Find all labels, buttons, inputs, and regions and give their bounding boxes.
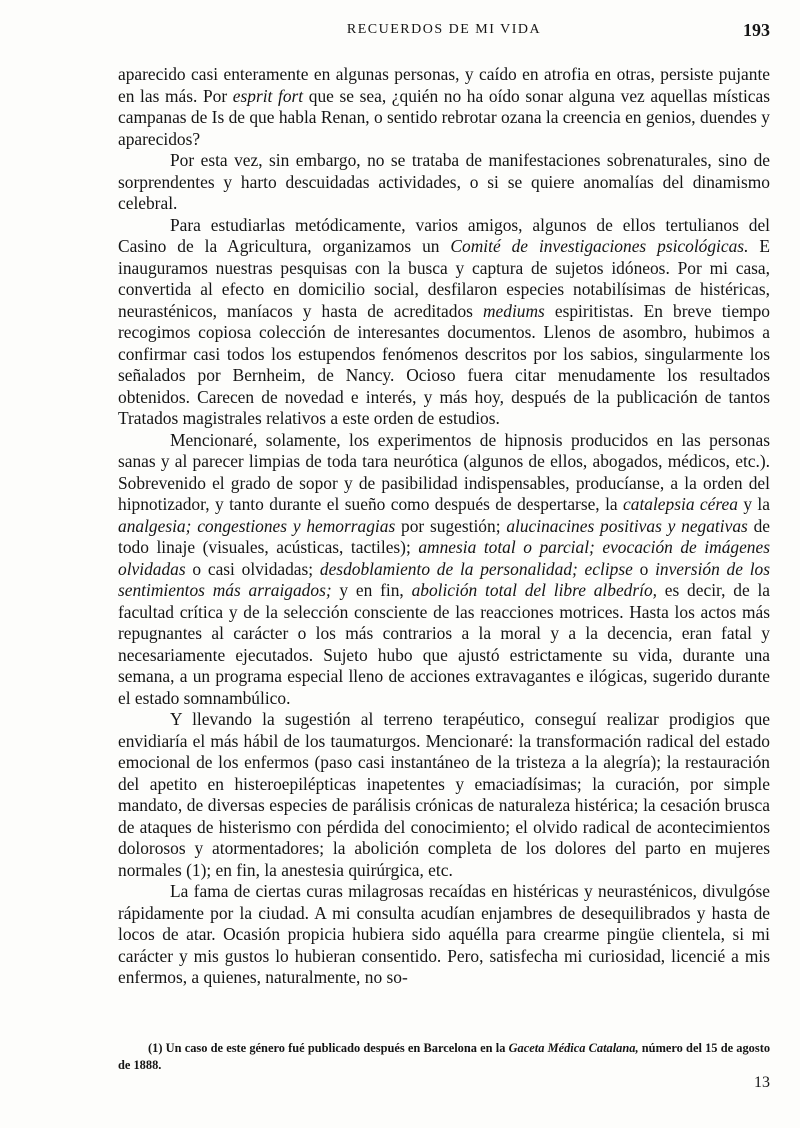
italic-run: inversión de los sentimientos más arraigados;: [118, 558, 771, 600]
italic-run: analgesia; congestiones y hemorragias: [118, 515, 396, 536]
text-run: y en fin,: [331, 580, 412, 600]
paragraph: [118, 430, 770, 710]
text-run: aparecido casi enteramente en algunas personas, y caído en atrofia en otras, persiste pujante en las más. Por: [118, 64, 770, 106]
text-run: (1) Un caso de este género fué publicado después en Barcelona en la: [148, 1041, 509, 1055]
running-title: RECUERDOS DE MI VIDA: [346, 22, 542, 37]
signature-mark: 13: [754, 1074, 770, 1091]
text-run: o: [632, 558, 656, 579]
italic-run: amnesia total o parcial; evocación de imágenes olvidadas: [118, 537, 770, 579]
text-run: y la: [737, 494, 770, 514]
italic-run: catalepsia cérea: [623, 494, 738, 514]
text-run: de todo linaje (visuales, acústicas, tactiles);: [118, 515, 770, 557]
italic-run: Comité de investigaciones psicológicas.: [450, 236, 749, 256]
text-run: Y llevando la sugestión al terreno terapéutico, conseguí realizar prodigios que envidiaría el más hábil de los taumaturgos. Mencionaré: la transformación radical del estado emocional de los enfermos (paso casi instantáneo de la tristeza a la alegría); la restauración del apetito en histeroepilépticas inapetentes y emaciadísimas; la curación, por simple mandato, de diversas especies de parálisis crónicas de naturaleza histérica; la cesación brusca de ataques de histerismo con pérdida del conocimiento; el olvido radical de acontecimientos dolorosos y atormentadores; la abolición completa de los dolores del parto en mujeres normales (1); en fin, la anestesia quirúrgica, etc.: [118, 709, 770, 880]
paragraph: [118, 709, 770, 881]
text-run: espiritistas. En breve tiempo recogimos copiosa colección de interesantes documentos. Llenos de asombro, hubimos a confirmar casi todos los estupendos fenómenos descritos por los sabios, singularmente los señalados por Bernheim, de Nancy. Ocioso fuera citar menudamente los resultados obtenidos. Carecen de novedad e interés, y más hoy, después de la publicación de tantos Tratados magistrales relativos a este orden de estudios.: [118, 300, 770, 428]
text-run: Por esta vez, sin embargo, no se trataba de manifestaciones sobrenaturales, sino de sorprendentes y harto descuidadas actividades, o si se quiere anomalías del dinamismo celebral.: [118, 150, 770, 213]
footnote: [118, 1040, 770, 1074]
paragraph: [118, 150, 770, 215]
italic-run: alucinacines positivas y negativas: [506, 515, 748, 536]
text-run: que se sea, ¿quién no ha oído sonar alguna vez aquellas místicas campanas de Is de que habla Renan, o sentido rebrotar ozana la creencia en genios, duendes y aparecidos?: [118, 85, 770, 149]
paragraph: [118, 881, 770, 989]
italic-run: Gaceta Médica Catalana,: [508, 1041, 639, 1055]
text-run: Para estudiarlas metódicamente, varios amigos, algunos de ellos tertulianos del Casino de la Agricultura, organizamos un: [118, 214, 770, 256]
text-run: o casi olvidadas;: [185, 558, 320, 579]
paragraph: [118, 64, 770, 150]
text-run: número del 15 de agosto de 1888.: [118, 1041, 771, 1072]
text-run: La fama de ciertas curas milagrosas recaídas en histéricas y neurasténicos, divulgóse rápidamente por la ciudad. A mi consulta acudían enjambres de desequilibrados y hasta de locos de atar. Ocasión propicia hubiera sido aquélla para crearme pingüe clientela, si mi carácter y mis gustos lo hubieran consentido. Pero, satisfecha mi curiosidad, licencié a mis enfermos, a quienes, naturalmente, no so-: [118, 881, 770, 987]
page-number: 193: [743, 20, 770, 40]
text-run: Mencionaré, solamente, los experimentos de hipnosis producidos en las personas sanas y al parecer limpias de toda tara neurótica (algunos de ellos, abogados, médicos, etc.). Sobrevenido el grado de sopor y de pasibilidad indispensables, producíanse, a la orden del hipnotizador, y tanto durante el sueño como después de despertarse, la: [118, 429, 770, 514]
body-text: [118, 64, 770, 989]
italic-run: abolición total del libre albedrío,: [411, 580, 657, 600]
text-run: es decir, de la facultad crítica y de la selección consciente de las reacciones motrices. Hasta los actos más repugnantes al carácter o los más contrarios a la moral y a la decencia, eran fatal y necesariamente ejecutados. Sujeto hubo que ajustó estrictamente su vida, durante una semana, a un programa especial lleno de acciones extravagantes e ilógicas, sugerido durante el estado somnambúlico.: [118, 580, 770, 708]
paragraph: [118, 215, 770, 430]
italic-run: desdoblamiento de la personalidad; eclipse: [319, 558, 633, 579]
text-run: por sugestión;: [395, 515, 507, 536]
running-head: [118, 20, 770, 46]
italic-run: esprit fort: [232, 85, 304, 106]
italic-run: mediums: [483, 300, 545, 321]
text-run: E inauguramos nuestras pesquisas con la busca y captura de sujetos idóneos. Por mi casa, convertida al efecto en domicilio social, desfilaron especies notabilísimas de histéricas, neurasténicos, maníacos y hasta de acreditados: [118, 236, 770, 321]
